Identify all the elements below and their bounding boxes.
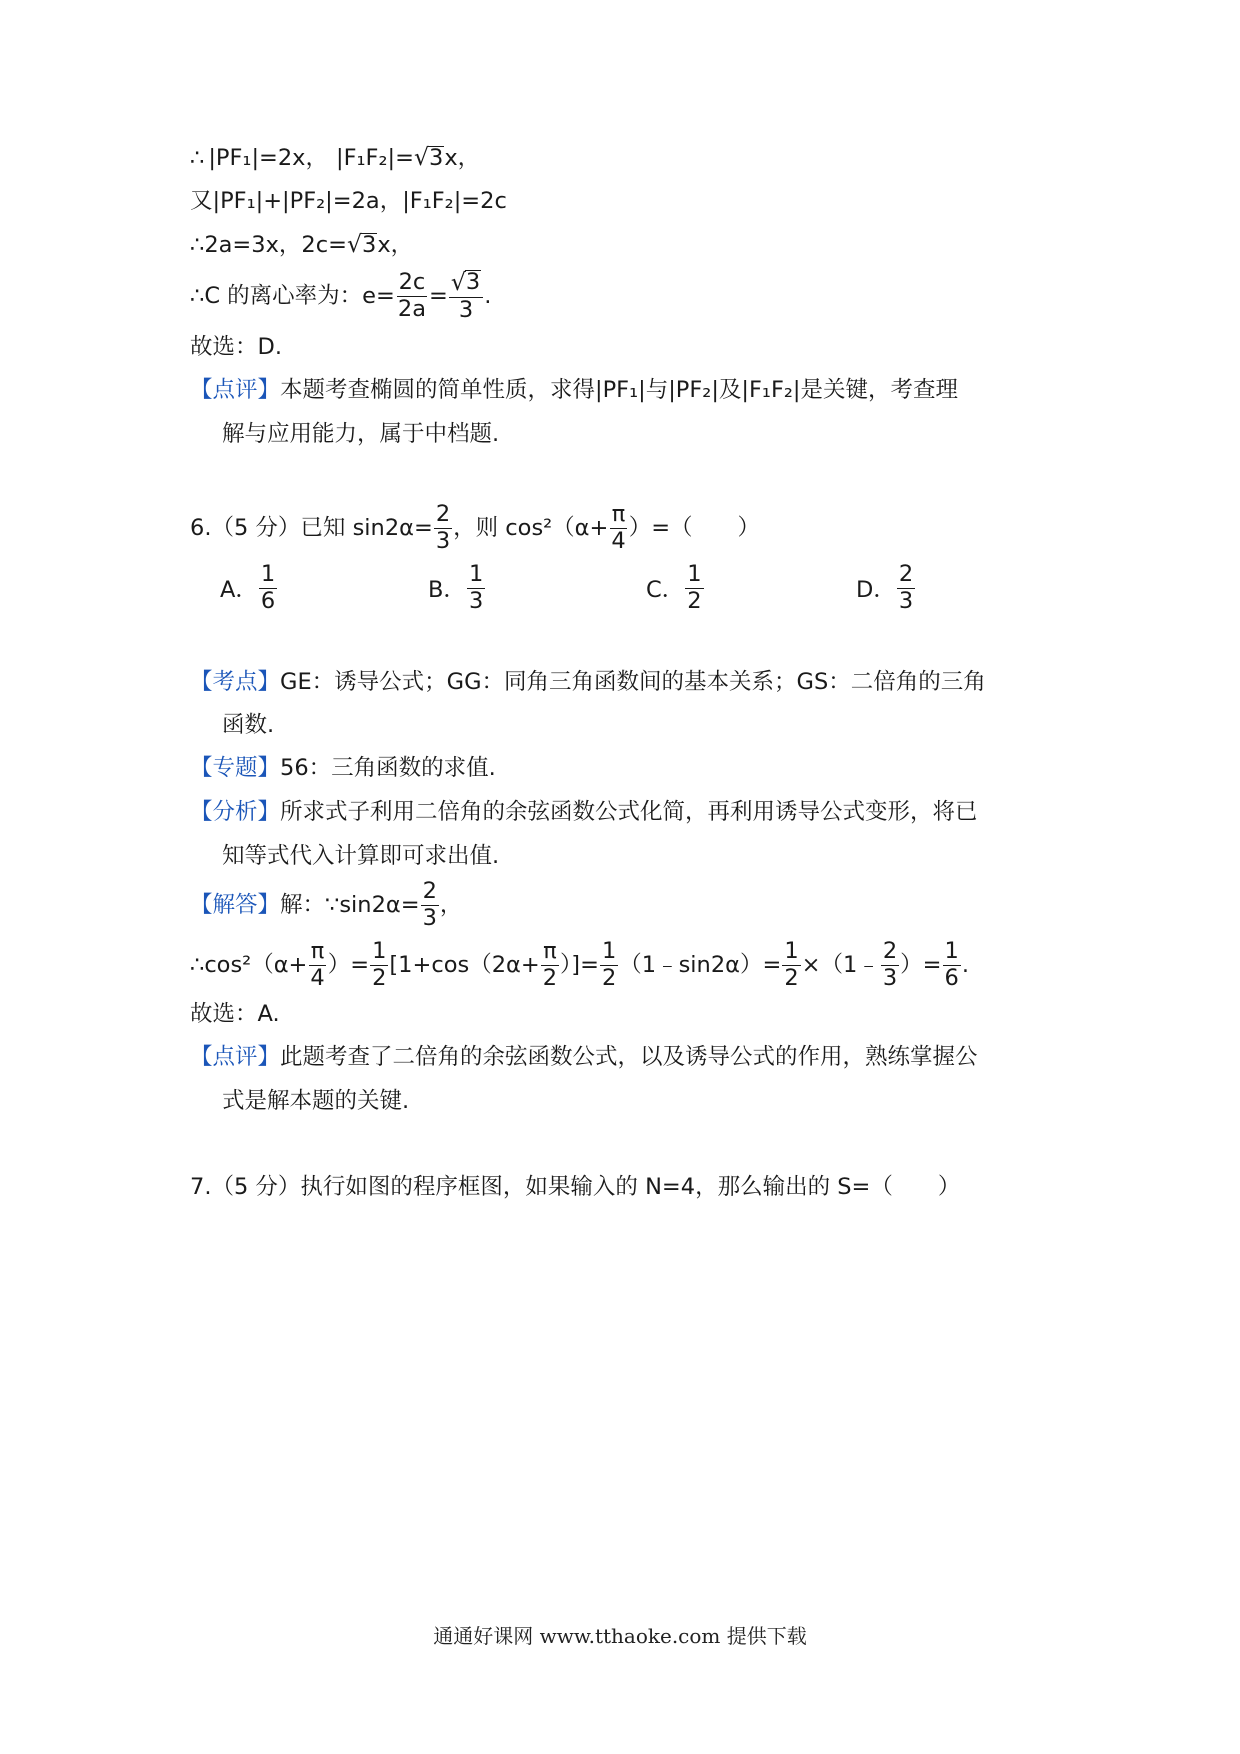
review-line-1 (190, 379, 958, 402)
fraction-numerator: π (611, 501, 626, 527)
calc-part: ）= (900, 951, 942, 978)
therefore-symbol: ∴ (190, 144, 205, 171)
sqrt-argument: 3 (429, 145, 444, 171)
kaodian-label: 【考点】 (190, 669, 281, 695)
line-prefix: ∴2a=3x，2c= (190, 231, 347, 258)
question-7-stem: 7.（5 分）执行如图的程序框图，如果输入的 N=4，那么输出的 S=（ ） (190, 1174, 961, 1200)
stem-prefix: 6.（5 分）已知 sin2α= (190, 514, 433, 541)
kaodian-line-2: 函数. (222, 712, 275, 738)
option-label: B． (428, 577, 466, 604)
dianping-label: 【点评】 (190, 1044, 281, 1070)
zhuanti-label: 【专题】 (190, 755, 281, 781)
fraction-denominator: 2 (601, 964, 617, 991)
fraction-denominator: 3 (468, 587, 484, 614)
fraction-numerator: 1 (687, 561, 702, 587)
fraction-pi-4 (609, 503, 627, 553)
fraction-numerator: 2 (435, 501, 451, 527)
option-fraction (897, 563, 915, 613)
fraction-denominator: 3 (458, 296, 474, 323)
calc-part: ）= (327, 951, 370, 978)
line-tail: x， (377, 231, 414, 258)
sqrt-argument: 3 (465, 269, 481, 295)
fraction-denominator: 6 (944, 964, 959, 991)
dianping-line-1 (190, 1046, 978, 1069)
fraction-numerator: π (543, 938, 557, 964)
jieda-line (190, 880, 462, 930)
pf1-equation: |PF₁|=2x， (208, 144, 329, 171)
fraction-denominator: 2a (397, 295, 426, 322)
fraction-1-2 (782, 940, 800, 990)
review-line-2: 解与应用能力，属于中档题. (222, 421, 500, 447)
option-a[interactable] (220, 563, 278, 613)
kaodian-text: GE：诱导公式；GG：同角三角函数间的基本关系；GS：二倍角的三角 (280, 669, 986, 695)
fraction-denominator: 3 (882, 964, 898, 991)
fraction-2-3 (434, 503, 452, 553)
f1f2-label: |F₁F₂|= (336, 144, 414, 171)
option-d[interactable] (856, 563, 916, 613)
fraction-numerator: 1 (468, 561, 484, 587)
option-fraction (685, 563, 703, 613)
page-footer: 通通好课网 www.tthaoke.com 提供下载 (433, 1624, 807, 1648)
option-label: D． (856, 577, 896, 604)
fraction-1-2 (370, 940, 388, 990)
stem-tail: ）=（ ） (628, 514, 761, 541)
solution-line-3 (190, 230, 414, 258)
solution-line-2: 又|PF₁|+|PF₂|=2a，|F₁F₂|=2c (190, 188, 507, 214)
option-label: C． (646, 577, 685, 604)
fraction-denominator: 4 (611, 527, 626, 554)
sqrt-expression: √ 3 (346, 230, 377, 258)
question-6-stem (190, 503, 760, 553)
fenxi-label: 【分析】 (190, 799, 281, 825)
line-tail: x， (444, 144, 481, 171)
stem-middle: ，则 cos²（α+ (453, 514, 609, 541)
fraction-numerator: 2 (882, 938, 898, 964)
solution-line-1 (190, 143, 481, 171)
review-text: 本题考查椭圆的简单性质，求得|PF₁|与|PF₂|及|F₁F₂|是关键，考查理 (280, 377, 958, 403)
calc-part: （1﹣sin2α）= (619, 951, 782, 978)
jieda-tail: ， (439, 891, 463, 918)
equals-sign: = (428, 282, 448, 309)
dianping-text: 此题考查了二倍角的余弦函数公式，以及诱导公式的作用，熟练掌握公 (280, 1044, 978, 1070)
line-tail: . (484, 282, 492, 309)
option-fraction (467, 563, 485, 613)
fraction-numerator: π (310, 938, 325, 964)
fraction-numerator: 2 (898, 561, 914, 587)
option-fraction (259, 563, 277, 613)
calc-part: ）]= (560, 951, 599, 978)
option-c[interactable] (646, 563, 705, 613)
calc-part: ×（1﹣ (801, 951, 880, 978)
fraction-denominator: 4 (310, 964, 325, 991)
fraction-numerator: √ 3 (449, 270, 483, 298)
fraction-numerator: 1 (784, 938, 799, 964)
fraction-numerator: 2c (398, 269, 426, 295)
fraction-pi-4 (308, 940, 326, 990)
fraction-1-2 (600, 940, 618, 990)
fenxi-text: 所求式子利用二倍角的余弦函数公式化简，再利用诱导公式变形，将已 (280, 799, 978, 825)
calc-part: ∴cos²（α+ (190, 951, 308, 978)
option-b[interactable] (428, 563, 486, 613)
sqrt-argument: 3 (362, 232, 377, 258)
fraction-numerator: 1 (944, 938, 959, 964)
review-label: 【点评】 (190, 377, 281, 403)
calc-part: [1+cos（2α+ (389, 951, 540, 978)
kaodian-line-1 (190, 671, 986, 694)
fraction-denominator: 3 (422, 904, 437, 931)
zhuanti-text: 56：三角函数的求值. (280, 755, 496, 781)
line-prefix: ∴C 的离心率为：e= (190, 282, 395, 309)
fraction-denominator: 2 (542, 964, 558, 991)
fraction-1-6 (943, 940, 961, 990)
fraction-denominator: 3 (898, 587, 914, 614)
fraction-2-3 (881, 940, 899, 990)
fraction-2c-2a (396, 271, 428, 321)
fraction-denominator: 2 (372, 964, 387, 991)
jieda-label: 【解答】 (190, 891, 281, 918)
fraction-denominator: 2 (784, 964, 799, 991)
calc-part: . (961, 951, 969, 978)
options-row (0, 563, 1240, 613)
fraction-2-3 (421, 880, 439, 930)
calculation-line (190, 940, 969, 990)
fraction-pi-2 (541, 940, 559, 990)
fenxi-line-1 (190, 801, 978, 824)
fraction-numerator: 2 (422, 878, 437, 904)
fraction-denominator: 2 (687, 587, 702, 614)
sqrt-expression: √ 3 (413, 143, 444, 171)
jieda-prefix: 解：∵sin2α= (280, 891, 420, 918)
fraction-denominator: 3 (435, 527, 451, 554)
fraction-numerator: 1 (372, 938, 387, 964)
answer-line: 故选：A. (190, 1001, 280, 1027)
option-label: A． (220, 577, 258, 604)
fraction-sqrt3-3 (449, 270, 483, 322)
fraction-denominator: 6 (260, 587, 276, 614)
fenxi-line-2: 知等式代入计算即可求出值. (222, 843, 500, 869)
fraction-numerator: 1 (260, 561, 276, 587)
fraction-numerator: 1 (601, 938, 617, 964)
answer-line: 故选：D. (190, 334, 282, 360)
solution-line-4 (190, 270, 491, 322)
dianping-line-2: 式是解本题的关键. (222, 1088, 410, 1114)
zhuanti-line (190, 757, 496, 780)
